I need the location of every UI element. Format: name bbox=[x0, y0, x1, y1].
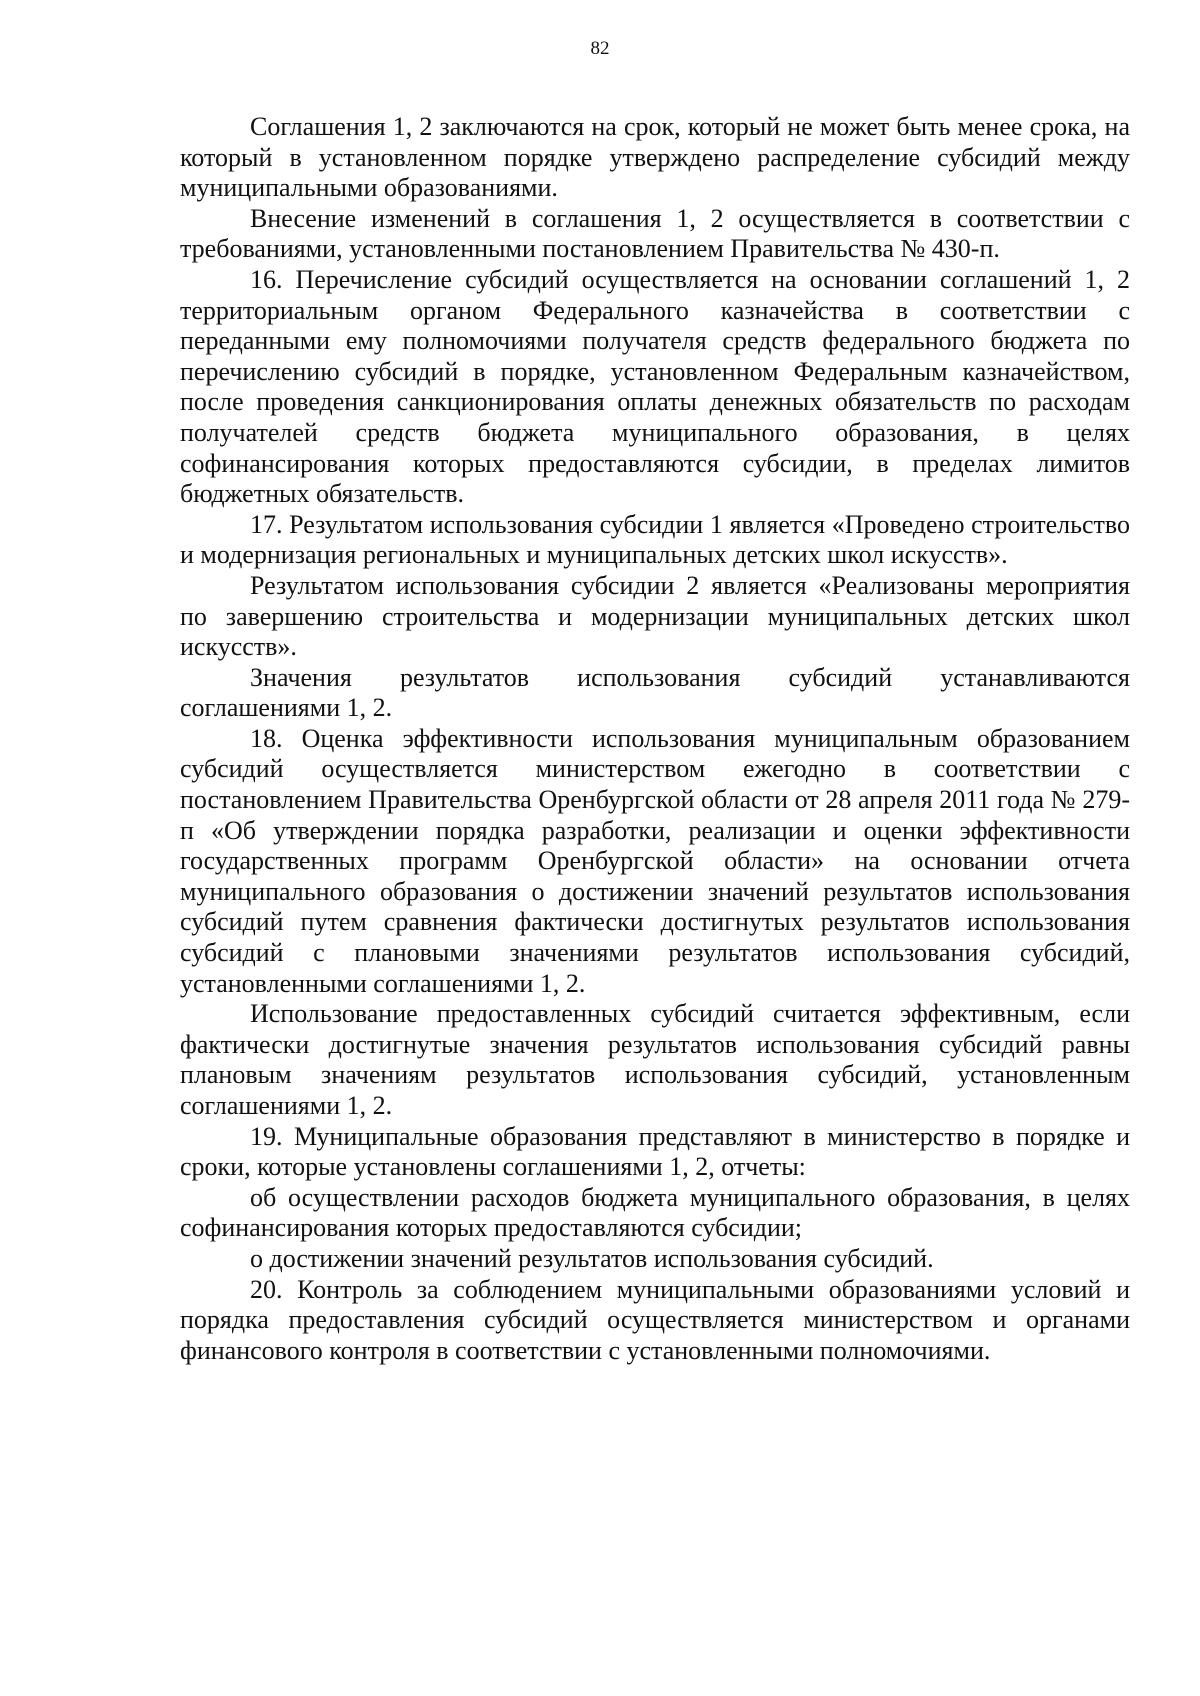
paragraph-efficiency-criteria: Использование предоставленных субсидий считается эффективным, если фактически достигнутые значения результатов использования субсидий равны плановым значениям результатов использования субсидий, установленным соглашениями 1, 2. bbox=[180, 999, 1130, 1120]
paragraph-20-control: 20. Контроль за соблюдением муниципальными образованиями условий и порядка предоставления субсидий осуществляется министерством и органами финансового контроля в соответствии с установленными полномочиями. bbox=[180, 1274, 1130, 1365]
paragraph-17-result-subsidy-1: 17. Результатом использования субсидии 1 является «Проведено строительство и модернизация региональных и муниципальных детских школ искусств». bbox=[180, 509, 1130, 570]
paragraph-16-transfer: 16. Перечисление субсидий осуществляется на основании соглашений 1, 2 территориальным органом Федерального казначейства в соответствии с переданными ему полномочиями получателя средств федерального бюджета по перечислению субсидий в порядке, установленном Федеральным казначейством, после проведения санкционирования оплаты денежных обязательств по расходам получателей средств бюджета муниципального образования, в целях софинансирования которых предоставляются субсидии, в пределах лимитов бюджетных обязательств. bbox=[180, 264, 1130, 509]
paragraph-result-values: Значения результатов использования субсидий устанавливаются соглашениями 1, 2. bbox=[180, 662, 1130, 723]
paragraph-18-efficiency-assessment: 18. Оценка эффективности использования муниципальным образованием субсидий осуществляется министерством ежегодно в соответствии с постановлением Правительства Оренбургской области от 28 апреля 2011 года № 279-п «Об утверждении порядка разработки, реализации и оценки эффективности государственных программ Оренбургской области» на основании отчета муниципального образования о достижении значений результатов использования субсидий путем сравнения фактически достигнутых результатов использования субсидий с плановыми значениями результатов использования субсидий, установленными соглашениями 1, 2. bbox=[180, 723, 1130, 998]
paragraph-report-expenses: об осуществлении расходов бюджета муниципального образования, в целях софинансирования которых предоставляются субсидии; bbox=[180, 1182, 1130, 1243]
paragraph-agreements-term: Соглашения 1, 2 заключаются на срок, который не может быть менее срока, на который в установленном порядке утверждено распределение субсидий между муниципальными образованиями. bbox=[180, 112, 1130, 203]
paragraph-report-results: о достижении значений результатов использования субсидий. bbox=[250, 1243, 934, 1273]
paragraph-agreements-amendments: Внесение изменений в соглашения 1, 2 осуществляется в соответствии с требованиями, установленными постановлением Правительства № 430-п. bbox=[180, 203, 1130, 264]
document-body bbox=[180, 112, 1130, 1366]
paragraph-19-reports: 19. Муниципальные образования представляют в министерство в порядке и сроки, которые установлены соглашениями 1, 2, отчеты: bbox=[180, 1121, 1130, 1182]
page-number: 82 bbox=[590, 38, 610, 59]
paragraph-result-subsidy-2: Результатом использования субсидии 2 является «Реализованы мероприятия по завершению строительства и модернизации муниципальных детских школ искусств». bbox=[180, 570, 1130, 662]
